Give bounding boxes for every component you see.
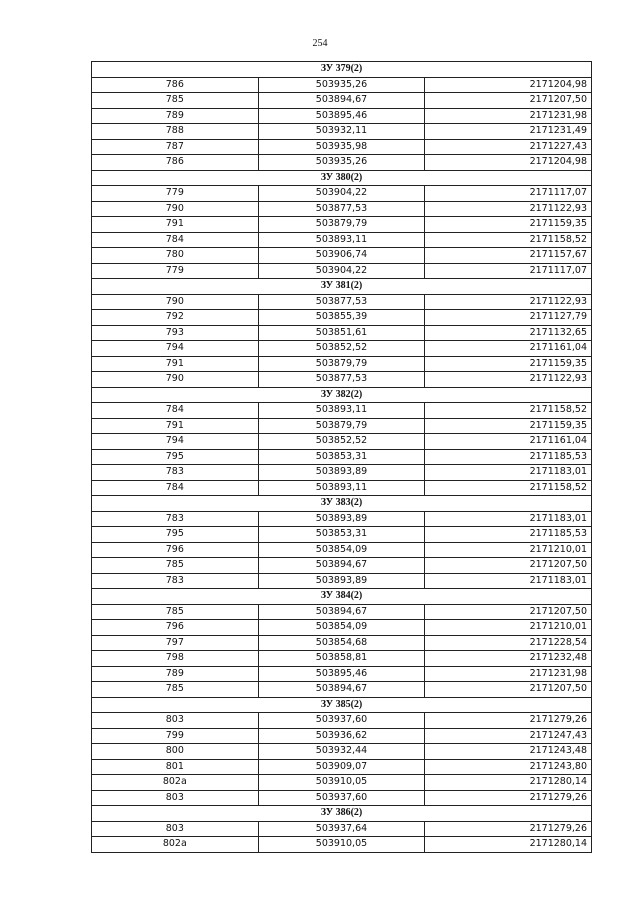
table-row [92, 790, 592, 806]
table-row [92, 108, 592, 124]
y-coordinate-cell: 2171183,01 [425, 511, 592, 527]
y-coordinate-cell: 2171159,35 [425, 418, 592, 434]
x-coordinate-cell: 503853,31 [258, 527, 425, 543]
y-coordinate-cell: 2171122,93 [425, 201, 592, 217]
point-number-cell: 784 [92, 403, 259, 419]
x-coordinate-cell: 503893,89 [258, 511, 425, 527]
y-coordinate-cell: 2171158,52 [425, 403, 592, 419]
x-coordinate-cell: 503906,74 [258, 248, 425, 264]
section-header-row [92, 279, 592, 295]
point-number-cell: 789 [92, 108, 259, 124]
point-number-cell: 786 [92, 155, 259, 171]
point-number-cell: 790 [92, 372, 259, 388]
table-row [92, 744, 592, 760]
y-coordinate-cell: 2171185,53 [425, 527, 592, 543]
table-row [92, 232, 592, 248]
point-number-cell: 792 [92, 310, 259, 326]
x-coordinate-cell: 503893,11 [258, 403, 425, 419]
x-coordinate-cell: 503904,22 [258, 186, 425, 202]
section-title: ЗУ 379(2) [92, 62, 592, 78]
y-coordinate-cell: 2171231,49 [425, 124, 592, 140]
x-coordinate-cell: 503935,26 [258, 155, 425, 171]
point-number-cell: 799 [92, 728, 259, 744]
table-row [92, 837, 592, 853]
table-row [92, 325, 592, 341]
point-number-cell: 794 [92, 341, 259, 357]
x-coordinate-cell: 503877,53 [258, 372, 425, 388]
section-header-row [92, 62, 592, 78]
table-row [92, 155, 592, 171]
point-number-cell: 803 [92, 713, 259, 729]
y-coordinate-cell: 2171122,93 [425, 372, 592, 388]
x-coordinate-cell: 503910,05 [258, 775, 425, 791]
x-coordinate-cell: 503854,68 [258, 635, 425, 651]
table-row [92, 480, 592, 496]
y-coordinate-cell: 2171207,50 [425, 682, 592, 698]
x-coordinate-cell: 503879,79 [258, 418, 425, 434]
y-coordinate-cell: 2171279,26 [425, 713, 592, 729]
x-coordinate-cell: 503909,07 [258, 759, 425, 775]
y-coordinate-cell: 2171247,43 [425, 728, 592, 744]
table-row [92, 511, 592, 527]
y-coordinate-cell: 2171228,54 [425, 635, 592, 651]
x-coordinate-cell: 503854,09 [258, 620, 425, 636]
table-row [92, 434, 592, 450]
table-row [92, 449, 592, 465]
x-coordinate-cell: 503879,79 [258, 356, 425, 372]
x-coordinate-cell: 503894,67 [258, 93, 425, 109]
x-coordinate-cell: 503935,26 [258, 77, 425, 93]
section-title: ЗУ 382(2) [92, 387, 592, 403]
y-coordinate-cell: 2171243,48 [425, 744, 592, 760]
point-number-cell: 791 [92, 418, 259, 434]
point-number-cell: 802а [92, 775, 259, 791]
y-coordinate-cell: 2171207,50 [425, 604, 592, 620]
y-coordinate-cell: 2171159,35 [425, 356, 592, 372]
point-number-cell: 800 [92, 744, 259, 760]
x-coordinate-cell: 503858,81 [258, 651, 425, 667]
point-number-cell: 779 [92, 186, 259, 202]
y-coordinate-cell: 2171132,65 [425, 325, 592, 341]
table-row [92, 139, 592, 155]
page-number: 254 [312, 38, 328, 49]
y-coordinate-cell: 2171157,67 [425, 248, 592, 264]
table-row [92, 77, 592, 93]
table-row [92, 666, 592, 682]
x-coordinate-cell: 503851,61 [258, 325, 425, 341]
y-coordinate-cell: 2171231,98 [425, 666, 592, 682]
point-number-cell: 783 [92, 511, 259, 527]
section-header-row [92, 589, 592, 605]
table-row [92, 294, 592, 310]
x-coordinate-cell: 503895,46 [258, 108, 425, 124]
x-coordinate-cell: 503852,52 [258, 434, 425, 450]
point-number-cell: 797 [92, 635, 259, 651]
table-row [92, 217, 592, 233]
point-number-cell: 785 [92, 558, 259, 574]
table-row [92, 775, 592, 791]
table-row [92, 527, 592, 543]
point-number-cell: 791 [92, 217, 259, 233]
point-number-cell: 803 [92, 821, 259, 837]
point-number-cell: 786 [92, 77, 259, 93]
x-coordinate-cell: 503877,53 [258, 201, 425, 217]
y-coordinate-cell: 2171231,98 [425, 108, 592, 124]
section-header-row [92, 697, 592, 713]
section-title: ЗУ 385(2) [92, 697, 592, 713]
x-coordinate-cell: 503893,89 [258, 465, 425, 481]
section-title: ЗУ 383(2) [92, 496, 592, 512]
point-number-cell: 783 [92, 573, 259, 589]
x-coordinate-cell: 503895,46 [258, 666, 425, 682]
point-number-cell: 784 [92, 232, 259, 248]
x-coordinate-cell: 503893,89 [258, 573, 425, 589]
x-coordinate-cell: 503904,22 [258, 263, 425, 279]
table-row [92, 821, 592, 837]
point-number-cell: 796 [92, 620, 259, 636]
table-row [92, 759, 592, 775]
coordinates-table [91, 61, 592, 853]
x-coordinate-cell: 503855,39 [258, 310, 425, 326]
y-coordinate-cell: 2171280,14 [425, 775, 592, 791]
x-coordinate-cell: 503894,67 [258, 558, 425, 574]
y-coordinate-cell: 2171183,01 [425, 465, 592, 481]
x-coordinate-cell: 503894,67 [258, 604, 425, 620]
table-row [92, 93, 592, 109]
point-number-cell: 785 [92, 93, 259, 109]
point-number-cell: 795 [92, 527, 259, 543]
table-row [92, 573, 592, 589]
y-coordinate-cell: 2171158,52 [425, 480, 592, 496]
y-coordinate-cell: 2171117,07 [425, 186, 592, 202]
y-coordinate-cell: 2171127,79 [425, 310, 592, 326]
point-number-cell: 790 [92, 201, 259, 217]
y-coordinate-cell: 2171207,50 [425, 558, 592, 574]
y-coordinate-cell: 2171122,93 [425, 294, 592, 310]
table-row [92, 542, 592, 558]
table-row [92, 356, 592, 372]
point-number-cell: 798 [92, 651, 259, 667]
coordinates-table-body [92, 62, 592, 853]
y-coordinate-cell: 2171279,26 [425, 790, 592, 806]
section-header-row [92, 806, 592, 822]
x-coordinate-cell: 503937,64 [258, 821, 425, 837]
y-coordinate-cell: 2171243,80 [425, 759, 592, 775]
point-number-cell: 794 [92, 434, 259, 450]
point-number-cell: 783 [92, 465, 259, 481]
point-number-cell: 791 [92, 356, 259, 372]
y-coordinate-cell: 2171158,52 [425, 232, 592, 248]
y-coordinate-cell: 2171183,01 [425, 573, 592, 589]
y-coordinate-cell: 2171159,35 [425, 217, 592, 233]
point-number-cell: 789 [92, 666, 259, 682]
point-number-cell: 787 [92, 139, 259, 155]
point-number-cell: 803 [92, 790, 259, 806]
table-row [92, 604, 592, 620]
y-coordinate-cell: 2171185,53 [425, 449, 592, 465]
point-number-cell: 793 [92, 325, 259, 341]
y-coordinate-cell: 2171204,98 [425, 155, 592, 171]
table-row [92, 403, 592, 419]
y-coordinate-cell: 2171227,43 [425, 139, 592, 155]
x-coordinate-cell: 503852,52 [258, 341, 425, 357]
point-number-cell: 802а [92, 837, 259, 853]
table-row [92, 635, 592, 651]
point-number-cell: 796 [92, 542, 259, 558]
x-coordinate-cell: 503932,44 [258, 744, 425, 760]
y-coordinate-cell: 2171279,26 [425, 821, 592, 837]
x-coordinate-cell: 503910,05 [258, 837, 425, 853]
point-number-cell: 785 [92, 604, 259, 620]
section-title: ЗУ 380(2) [92, 170, 592, 186]
point-number-cell: 780 [92, 248, 259, 264]
table-row [92, 310, 592, 326]
table-row [92, 372, 592, 388]
section-title: ЗУ 386(2) [92, 806, 592, 822]
x-coordinate-cell: 503853,31 [258, 449, 425, 465]
table-row [92, 263, 592, 279]
table-row [92, 186, 592, 202]
point-number-cell: 779 [92, 263, 259, 279]
x-coordinate-cell: 503877,53 [258, 294, 425, 310]
x-coordinate-cell: 503879,79 [258, 217, 425, 233]
table-row [92, 713, 592, 729]
x-coordinate-cell: 503937,60 [258, 790, 425, 806]
x-coordinate-cell: 503937,60 [258, 713, 425, 729]
section-title: ЗУ 384(2) [92, 589, 592, 605]
point-number-cell: 790 [92, 294, 259, 310]
x-coordinate-cell: 503894,67 [258, 682, 425, 698]
section-header-row [92, 496, 592, 512]
table-row [92, 620, 592, 636]
section-header-row [92, 170, 592, 186]
section-title: ЗУ 381(2) [92, 279, 592, 295]
y-coordinate-cell: 2171210,01 [425, 542, 592, 558]
y-coordinate-cell: 2171161,04 [425, 341, 592, 357]
y-coordinate-cell: 2171210,01 [425, 620, 592, 636]
point-number-cell: 785 [92, 682, 259, 698]
table-row [92, 418, 592, 434]
section-header-row [92, 387, 592, 403]
table-row [92, 465, 592, 481]
x-coordinate-cell: 503935,98 [258, 139, 425, 155]
x-coordinate-cell: 503936,62 [258, 728, 425, 744]
x-coordinate-cell: 503854,09 [258, 542, 425, 558]
x-coordinate-cell: 503893,11 [258, 232, 425, 248]
point-number-cell: 788 [92, 124, 259, 140]
y-coordinate-cell: 2171161,04 [425, 434, 592, 450]
y-coordinate-cell: 2171117,07 [425, 263, 592, 279]
table-row [92, 728, 592, 744]
y-coordinate-cell: 2171280,14 [425, 837, 592, 853]
y-coordinate-cell: 2171232,48 [425, 651, 592, 667]
x-coordinate-cell: 503893,11 [258, 480, 425, 496]
table-row [92, 201, 592, 217]
y-coordinate-cell: 2171204,98 [425, 77, 592, 93]
table-row [92, 558, 592, 574]
y-coordinate-cell: 2171207,50 [425, 93, 592, 109]
point-number-cell: 784 [92, 480, 259, 496]
table-row [92, 682, 592, 698]
table-row [92, 341, 592, 357]
point-number-cell: 795 [92, 449, 259, 465]
table-row [92, 124, 592, 140]
point-number-cell: 801 [92, 759, 259, 775]
x-coordinate-cell: 503932,11 [258, 124, 425, 140]
table-row [92, 651, 592, 667]
table-row [92, 248, 592, 264]
